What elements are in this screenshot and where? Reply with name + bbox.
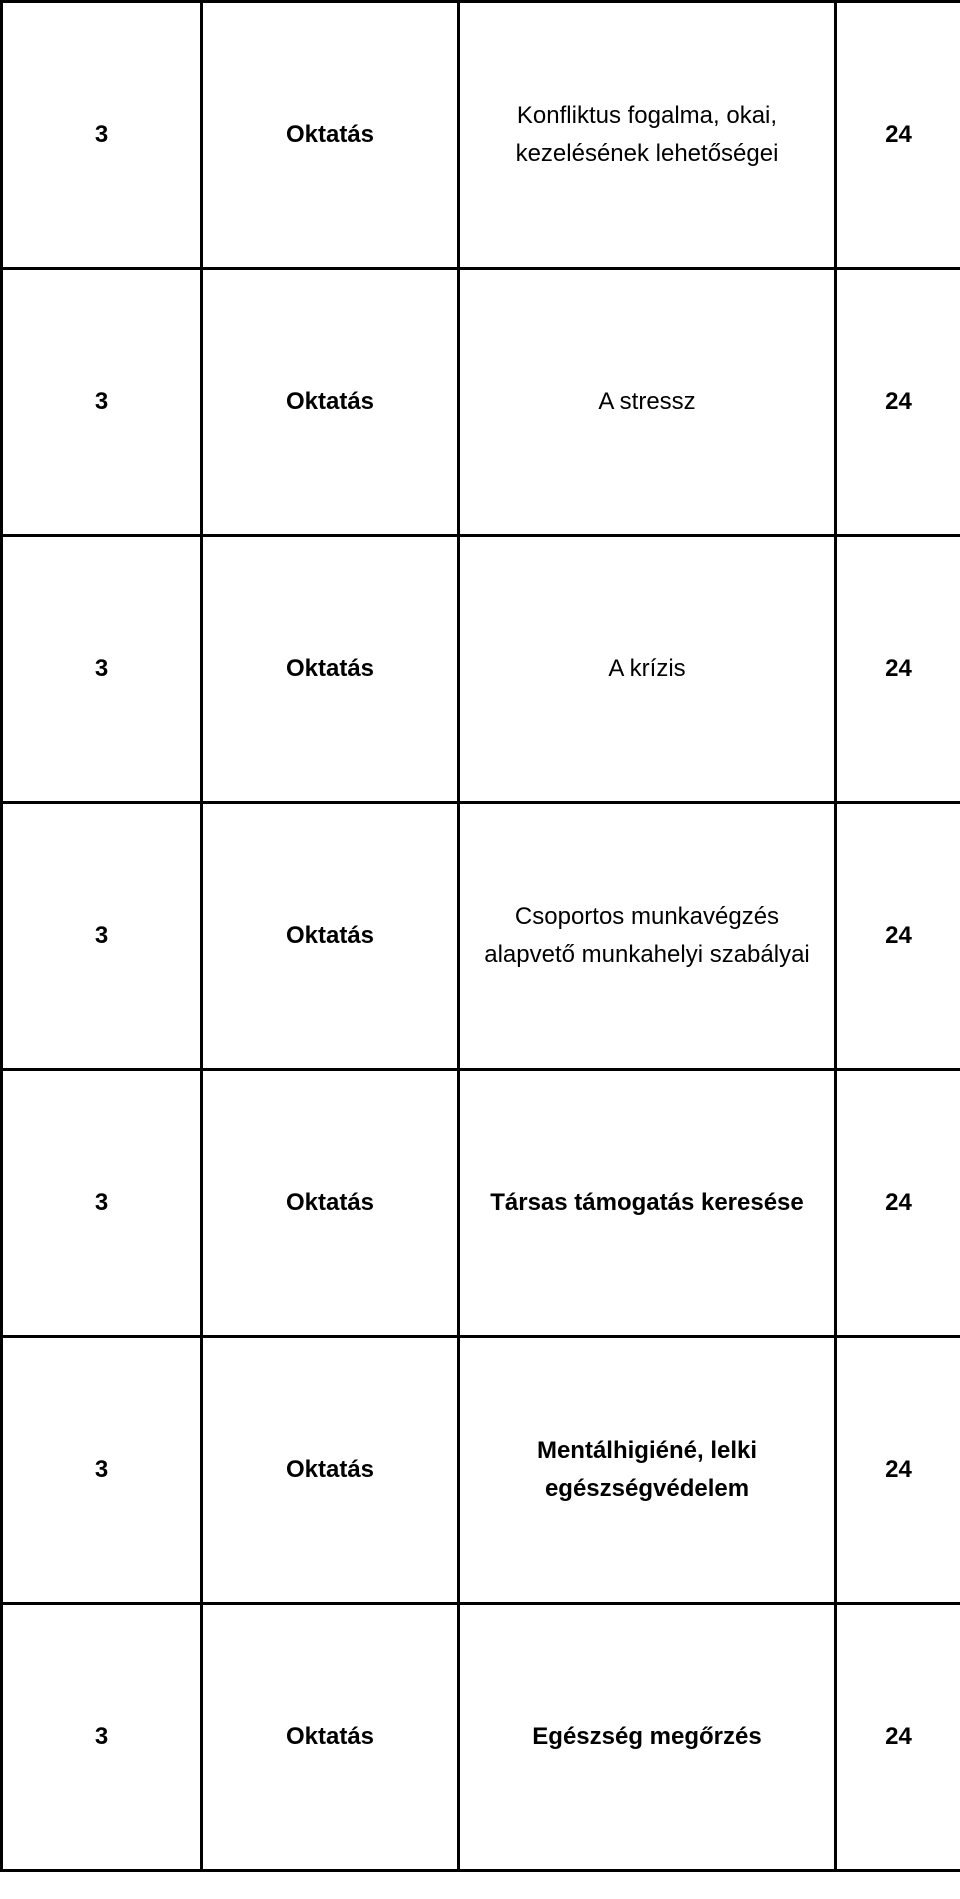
level-cell: 3 (2, 269, 202, 536)
level-cell: 3 (2, 2, 202, 269)
level-cell: 3 (2, 1070, 202, 1337)
table-row (2, 1604, 960, 1871)
topic-line: A stressz (598, 388, 696, 415)
hours-cell: 24 (836, 1070, 960, 1337)
hours-cell: 24 (836, 2, 960, 269)
topic-line: egészségvédelem (544, 1475, 750, 1502)
type-cell: Oktatás (202, 269, 459, 536)
hours-cell: 24 (836, 1604, 960, 1871)
level-cell: 3 (2, 1604, 202, 1871)
type-cell: Oktatás (202, 536, 459, 803)
topic-cell (459, 2, 836, 269)
type-cell: Oktatás (202, 1337, 459, 1604)
topic-cell (459, 1604, 836, 1871)
table-row (2, 803, 960, 1070)
topic-line: kezelésének lehetőségei (515, 140, 779, 167)
type-cell: Oktatás (202, 1070, 459, 1337)
topic-cell (459, 1337, 836, 1604)
training-table-body (2, 2, 960, 1871)
table-row (2, 1337, 960, 1604)
type-cell: Oktatás (202, 2, 459, 269)
table-row (2, 536, 960, 803)
table-row (2, 269, 960, 536)
hours-cell: 24 (836, 1337, 960, 1604)
hours-cell: 24 (836, 269, 960, 536)
topic-line: alapvető munkahelyi szabályai (484, 941, 810, 968)
topic-line: Társas támogatás keresése (490, 1189, 804, 1216)
topic-line: Mentálhigiéné, lelki (536, 1437, 758, 1464)
topic-line: Egészség megőrzés (532, 1723, 762, 1750)
topic-line: A krízis (608, 655, 686, 682)
level-cell: 3 (2, 803, 202, 1070)
topic-cell (459, 803, 836, 1070)
hours-cell: 24 (836, 803, 960, 1070)
type-cell: Oktatás (202, 803, 459, 1070)
topic-line: Konfliktus fogalma, okai, (516, 102, 778, 129)
hours-cell: 24 (836, 536, 960, 803)
topic-cell (459, 1070, 836, 1337)
level-cell: 3 (2, 536, 202, 803)
level-cell: 3 (2, 1337, 202, 1604)
type-cell: Oktatás (202, 1604, 459, 1871)
topic-line: Csoportos munkavégzés (514, 903, 780, 930)
table-row (2, 2, 960, 269)
topic-cell (459, 536, 836, 803)
topic-cell (459, 269, 836, 536)
table-row (2, 1070, 960, 1337)
